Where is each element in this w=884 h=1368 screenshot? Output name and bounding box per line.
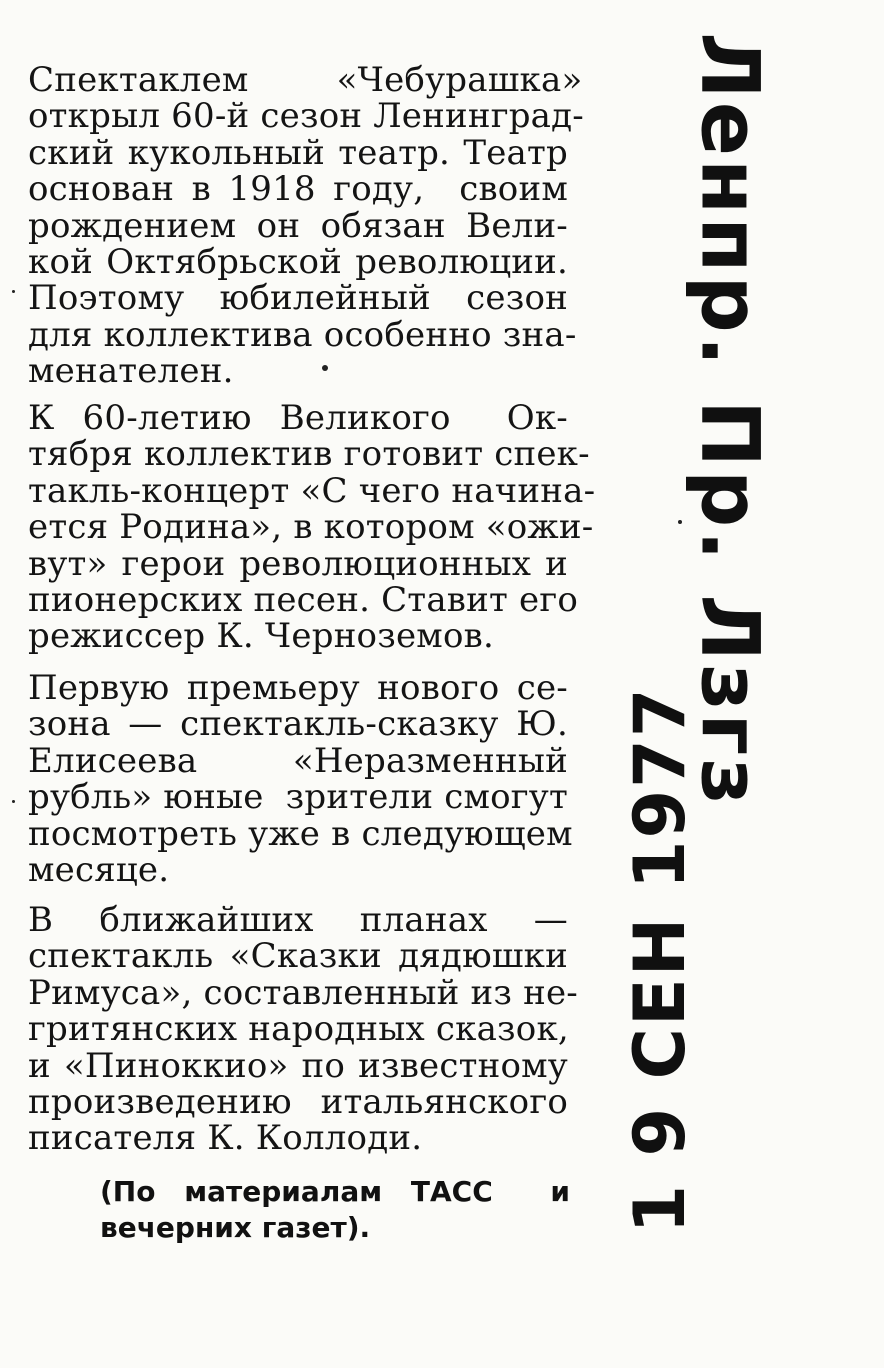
text-line: спектакль «Сказки дядюшки bbox=[28, 936, 568, 977]
text-line: рождением он обязан Вели- bbox=[28, 205, 568, 246]
paragraph-3 bbox=[28, 668, 573, 891]
ink-speck bbox=[678, 520, 682, 524]
text-line: режиссер К. Черноземов. bbox=[28, 616, 494, 657]
credit-line: вечерних газет). bbox=[100, 1211, 371, 1244]
text-line: менателен. bbox=[28, 351, 234, 392]
paragraph-4 bbox=[28, 900, 578, 1159]
text-line: В ближайших планах — bbox=[28, 900, 568, 940]
paragraph-1 bbox=[28, 60, 584, 392]
text-line: месяце. bbox=[28, 850, 170, 891]
source-stamp bbox=[610, 32, 850, 808]
ink-speck bbox=[12, 290, 15, 293]
text-line: ский кукольный театр. Театр bbox=[28, 132, 568, 173]
text-line: пионерских песен. Ставит его bbox=[28, 580, 579, 621]
text-line: кой Октябрьской революции. bbox=[28, 242, 568, 283]
text-line: вут» герои революционных и bbox=[28, 543, 568, 584]
text-line: Спектаклем «Чебурашка» bbox=[28, 60, 583, 100]
text-line: основан в 1918 году, своим bbox=[28, 169, 568, 210]
source-credit bbox=[100, 1174, 570, 1246]
text-line: для коллектива особенно зна- bbox=[28, 314, 577, 355]
paragraph-2 bbox=[28, 398, 596, 657]
credit-line: (По материалам ТАСС и bbox=[100, 1175, 570, 1208]
source-stamp-text: Ленпр. Пр. Лзгз bbox=[683, 32, 777, 808]
text-line: К 60-летию Великого Ок- bbox=[28, 398, 568, 438]
text-line: посмотреть уже в следующем bbox=[28, 813, 573, 854]
ink-speck bbox=[12, 800, 15, 803]
text-line: рубль» юные зрители смогут bbox=[28, 777, 568, 818]
text-line: Первую премьеру нового се- bbox=[28, 668, 568, 708]
date-stamp-text: 1 9 СЕН 1977 bbox=[619, 686, 701, 1234]
text-line: произведению итальянского bbox=[28, 1082, 568, 1123]
text-line: Римуса», составленный из не- bbox=[28, 972, 578, 1013]
text-line: и «Пиноккио» по известному bbox=[28, 1045, 568, 1086]
date-stamp bbox=[600, 686, 720, 1234]
text-line: Елисеева «Неразменный bbox=[28, 740, 568, 781]
text-line: зона — спектакль-сказку Ю. bbox=[28, 704, 568, 745]
text-line: ется Родина», в котором «ожи- bbox=[28, 507, 594, 548]
text-line: открыл 60-й сезон Ленинград- bbox=[28, 96, 584, 137]
ink-speck bbox=[322, 365, 328, 371]
text-line: тября коллектив готовит спек- bbox=[28, 434, 590, 475]
text-line: такль-концерт «С чего начина- bbox=[28, 470, 596, 511]
text-line: гритянских народных сказок, bbox=[28, 1009, 569, 1050]
text-line: писателя К. Коллоди. bbox=[28, 1118, 423, 1159]
text-line: Поэтому юбилейный сезон bbox=[28, 278, 568, 319]
